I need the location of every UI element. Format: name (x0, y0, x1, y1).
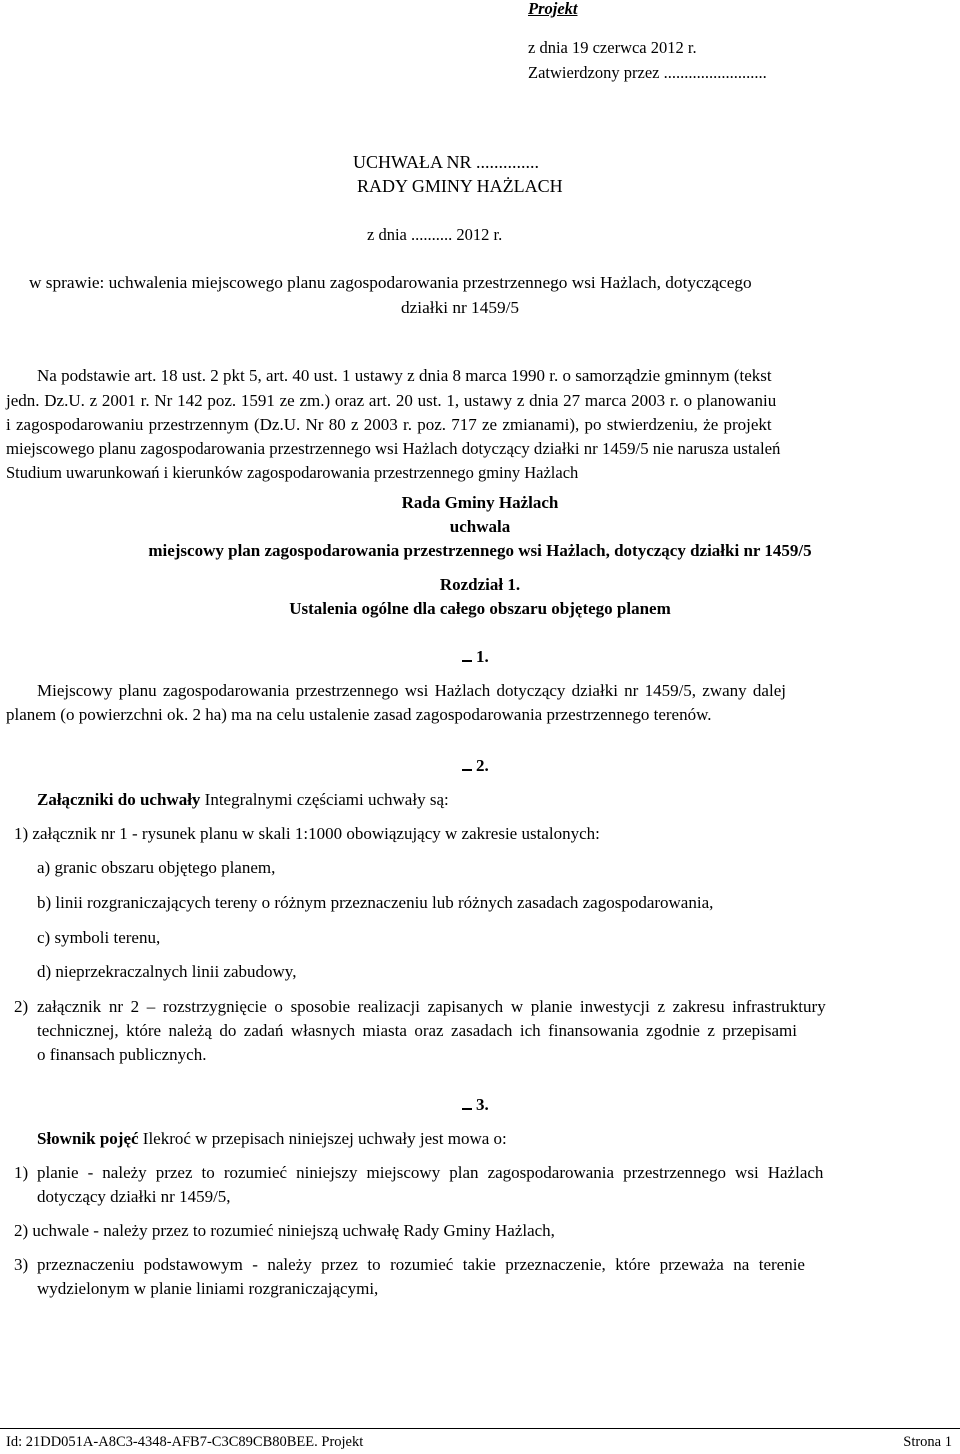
definition-1-line-1: planie - należy przez to rozumieć niniejszy miejscowy plan zagospodarowania przestrzennego wsi Hażlach (37, 1163, 824, 1182)
preamble-line-1: Na podstawie art. 18 ust. 2 pkt 5, art. 40 ust. 1 ustawy z dnia 8 marca 1990 r. o samorządzie gminnym (tekst (37, 366, 772, 385)
definition-3-line-2: wydzielonym w planie liniami rozgraniczającymi, (37, 1279, 379, 1298)
paragraph-1-line-2: planem (o powierzchni ok. 2 ha) ma na celu ustalenie zasad zagospodarowania przestrzennego terenów. (6, 705, 712, 724)
subject-line-2: działki nr 1459/5 (401, 298, 520, 317)
definition-1-number: 1) (14, 1163, 29, 1182)
attachment-1-sub-a: a) granic obszaru objętego planem, (37, 858, 276, 877)
attachment-2-line-1: załącznik nr 2 – rozstrzygnięcie o sposobie realizacji zapisanych w planie inwestycji z zakresu infrastruktury (37, 997, 826, 1016)
subject-line-1: w sprawie: uchwalenia miejscowego planu zagospodarowania przestrzennego wsi Hażlach, dotyczącego (29, 273, 752, 292)
attachment-1-sub-c: c) symboli terenu, (37, 928, 161, 947)
attachment-1: 1) załącznik nr 1 - rysunek planu w skali 1:1000 obowiązujący w zakresie ustalonych: (14, 824, 600, 843)
resolves-verb: uchwala (449, 517, 511, 536)
preamble-line-5: Studium uwarunkowań i kierunków zagospodarowania przestrzennego gminy Hażlach (6, 463, 579, 482)
resolves-object: miejscowy plan zagospodarowania przestrzennego wsi Hażlach, dotyczący działki nr 1459/5 (148, 541, 812, 560)
attachment-1-sub-d: d) nieprzekraczalnych linii zabudowy, (37, 962, 297, 981)
paragraph-1-line-1: Miejscowy planu zagospodarowania przestrzennego wsi Hażlach dotyczący działki nr 1459/5, zwany dalej (37, 681, 786, 700)
chapter-title: Ustalenia ogólne dla całego obszaru objętego planem (289, 599, 671, 618)
paragraph-3-mark (462, 1093, 489, 1117)
section-sign-icon (462, 755, 472, 771)
projekt-label: Projekt (528, 0, 578, 18)
paragraph-2-lead (37, 788, 449, 812)
paragraph-3-number: 3. (476, 1095, 489, 1114)
paragraph-2-lead-bold: Załączniki do uchwały (37, 790, 201, 809)
preamble-line-2: jedn. Dz.U. z 2001 r. Nr 142 poz. 1591 ze zm.) oraz art. 20 ust. 1, ustawy z dnia 27 marca 2003 r. o planowaniu (6, 391, 777, 410)
section-sign-icon (462, 646, 472, 662)
footer-document-id: Id: 21DD051A-A8C3-4348-AFB7-C3C89CB80BEE. Projekt (6, 1434, 364, 1450)
preamble-line-3: i zagospodarowaniu przestrzennym (Dz.U. Nr 80 z 2003 r. poz. 717 ze zmianami), po stwierdzeniu, że projekt (6, 415, 772, 434)
definition-3-line-1: przeznaczeniu podstawowym - należy przez to rozumieć takie przeznaczenie, które przeważa na terenie (37, 1255, 805, 1274)
attachment-1-sub-b: b) linii rozgraniczających tereny o różnym przeznaczeniu lub różnych zasadach zagospodarowania, (37, 893, 714, 912)
paragraph-3-lead-rest: Ilekroć w przepisach niniejszej uchwały jest mowa o: (138, 1129, 507, 1148)
paragraph-1-number: 1. (476, 647, 489, 666)
attachment-2-number: 2) (14, 997, 29, 1016)
definition-2: 2) uchwale - należy przez to rozumieć niniejszą uchwałę Rady Gminy Hażlach, (14, 1221, 555, 1240)
header-approved: Zatwierdzony przez ......................... (528, 63, 767, 82)
definition-1-line-2: dotyczący działki nr 1459/5, (37, 1187, 231, 1206)
paragraph-2-lead-rest: Integralnymi częściami uchwały są: (200, 790, 449, 809)
footer-page-number: Strona 1 (903, 1434, 952, 1450)
definition-3-number: 3) (14, 1255, 29, 1274)
paragraph-2-mark (462, 754, 489, 778)
paragraph-2-number: 2. (476, 756, 489, 775)
footer-rule (0, 1428, 960, 1429)
paragraph-3-lead-bold: Słownik pojęć (37, 1129, 139, 1148)
paragraph-1-mark (462, 645, 489, 669)
section-sign-icon (462, 1094, 472, 1110)
resolves-council: Rada Gminy Hażlach (401, 493, 559, 512)
resolution-date: z dnia .......... 2012 r. (367, 225, 503, 244)
council-name: RADY GMINY HAŻLACH (357, 176, 563, 196)
paragraph-3-lead (37, 1127, 507, 1151)
attachment-2-line-3: o finansach publicznych. (37, 1045, 207, 1064)
chapter-number: Rozdział 1. (439, 575, 521, 594)
attachment-2-line-2: technicznej, które należą do zadań własnych miasta oraz zasadach ich finansowania zgodnie z przepisami (37, 1021, 797, 1040)
resolution-number: UCHWAŁA NR .............. (353, 152, 540, 172)
preamble-line-4: miejscowego planu zagospodarowania przestrzennego wsi Hażlach dotyczący działki nr 1459/5 nie narusza ustaleń (6, 439, 781, 458)
header-date: z dnia 19 czerwca 2012 r. (528, 38, 697, 57)
